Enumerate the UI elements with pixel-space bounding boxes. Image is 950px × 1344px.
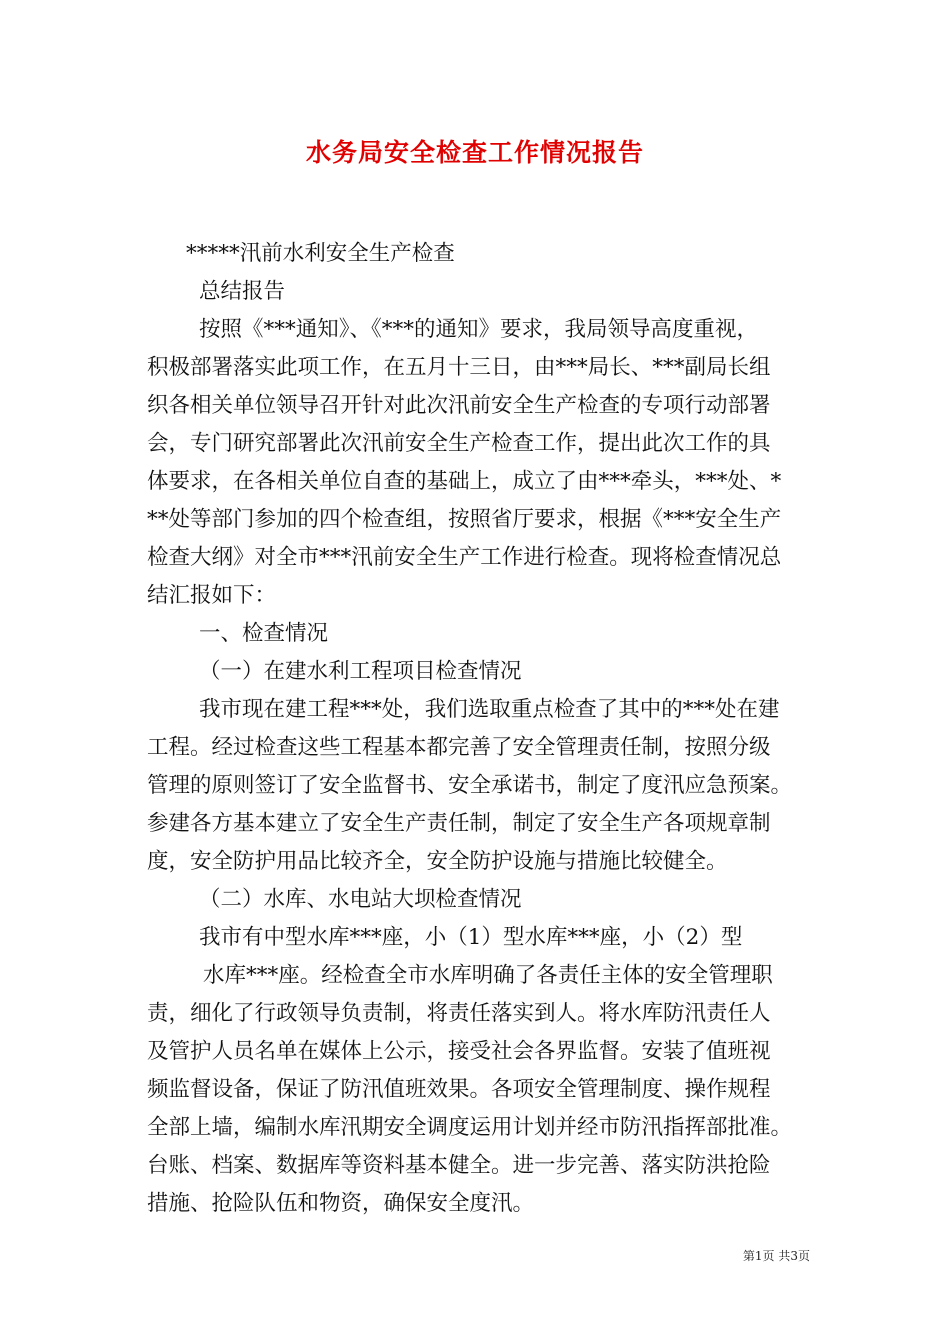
body-line: 责，细化了行政领导负责制，将责任落实到人。将水库防汛责任人 [147,1001,771,1026]
body-line: 管理的原则签订了安全监督书、安全承诺书，制定了度汛应急预案。 [147,773,793,798]
body-line: *****汛前水利安全生产检查 [186,241,455,266]
body-line: 结汇报如下： [147,583,277,608]
body-line: 工程。经过检查这些工程基本都完善了安全管理责任制，按照分级 [147,735,771,760]
body-line: 总结报告 [199,279,286,304]
body-line: **处等部门参加的四个检查组，按照省厅要求，根据《***安全生产 [147,507,782,532]
body-line: 我市有中型水库***座，小（1）型水库***座，小（2）型 [199,925,743,950]
body-line: 全部上墙，编制水库汛期安全调度运用计划并经市防汛指挥部批准。 [147,1115,793,1140]
subsection-heading: （二）水库、水电站大坝检查情况 [199,887,522,912]
body-line: 及管护人员名单在媒体上公示，接受社会各界监督。安装了值班视 [147,1039,771,1064]
page-number-footer: 第1页 共3页 [742,1249,810,1263]
body-line: 措施、抢险队伍和物资，确保安全度汛。 [147,1191,535,1216]
body-line: 按照《***通知》、《***的通知》要求，我局领导高度重视， [199,317,759,342]
body-line: 我市现在建工程***处，我们选取重点检查了其中的***处在建 [199,697,780,722]
body-line: 水库***座。经检查全市水库明确了各责任主体的安全管理职 [203,963,773,988]
body-line: 会，专门研究部署此次汛前安全生产检查工作，提出此次工作的具 [147,431,771,456]
body-line: 频监督设备，保证了防汛值班效果。各项安全管理制度、操作规程 [147,1077,771,1102]
body-line: 体要求，在各相关单位自查的基础上，成立了由***牵头，***处、* [147,469,782,494]
body-line: 织各相关单位领导召开针对此次汛前安全生产检查的专项行动部署 [147,393,771,418]
subsection-heading: （一）在建水利工程项目检查情况 [199,659,522,684]
body-line: 检查大纲》对全市***汛前安全生产工作进行检查。现将检查情况总 [147,545,782,570]
section-heading: 一、检查情况 [199,621,329,646]
document-title: 水务局安全检查工作情况报告 [305,138,644,167]
body-line: 台账、档案、数据库等资料基本健全。进一步完善、落实防洪抢险 [147,1153,771,1178]
body-line: 参建各方基本建立了安全生产责任制，制定了安全生产各项规章制 [147,811,771,836]
body-line: 度，安全防护用品比较齐全，安全防护设施与措施比较健全。 [147,849,728,874]
body-line: 积极部署落实此项工作，在五月十三日，由***局长、***副局长组 [147,355,771,380]
